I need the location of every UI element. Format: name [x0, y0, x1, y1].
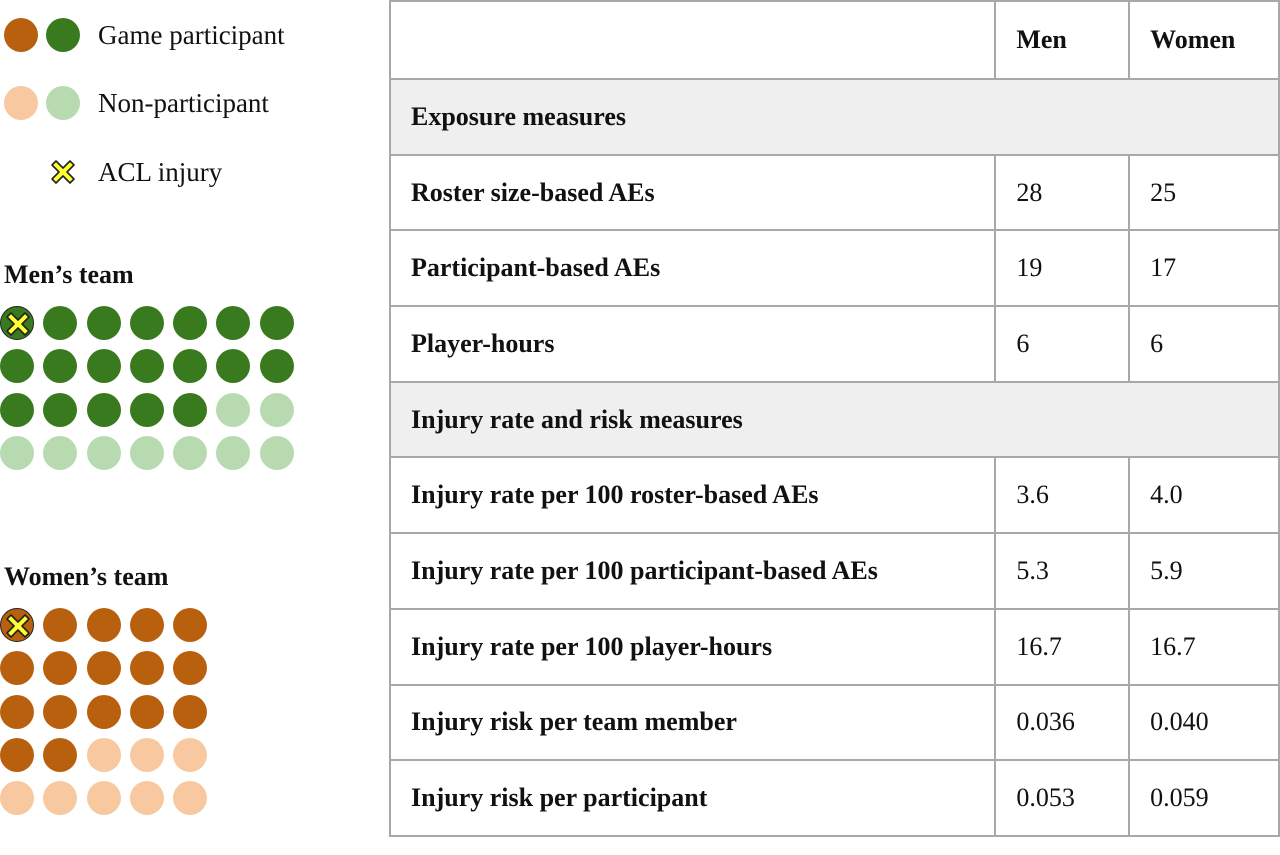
row-label: Participant-based AEs	[390, 230, 995, 306]
participant-dot	[87, 349, 121, 383]
participant-dot	[0, 695, 34, 729]
row-label: Roster size-based AEs	[390, 155, 995, 231]
participant-dot	[260, 349, 294, 383]
header-blank	[390, 1, 995, 79]
nonparticipant-dot	[216, 393, 250, 427]
women-value: 0.040	[1129, 685, 1279, 761]
participant-dot	[43, 306, 77, 340]
nonparticipant-dot	[130, 781, 164, 815]
row-label: Player-hours	[390, 306, 995, 382]
women-team-title: Women’s team	[4, 562, 169, 591]
legend-nonparticipant-label: Non-participant	[98, 87, 269, 118]
women-value: 4.0	[1129, 457, 1279, 533]
participant-dot	[0, 651, 34, 685]
men-value: 28	[995, 155, 1129, 231]
women-value: 5.9	[1129, 533, 1279, 609]
table-row	[390, 533, 1279, 609]
men-value: 0.036	[995, 685, 1129, 761]
table-body	[390, 79, 1279, 836]
nonparticipant-dot	[130, 436, 164, 470]
participant-dot	[216, 306, 250, 340]
participant-dot	[87, 306, 121, 340]
header-men: Men	[995, 1, 1129, 79]
participant-dot	[43, 349, 77, 383]
participant-dot	[43, 695, 77, 729]
table-row	[390, 609, 1279, 685]
participant-dot	[130, 651, 164, 685]
participant-dot	[260, 306, 294, 340]
participant-dot	[0, 306, 34, 340]
nonparticipant-dot	[260, 436, 294, 470]
legend-injury	[4, 152, 222, 192]
participant-dot	[130, 393, 164, 427]
participant-dot	[43, 608, 77, 642]
women-value: 0.059	[1129, 760, 1279, 836]
men-value: 3.6	[995, 457, 1129, 533]
women-value: 6	[1129, 306, 1279, 382]
header-women: Women	[1129, 1, 1279, 79]
men-value: 6	[995, 306, 1129, 382]
participant-dot	[216, 349, 250, 383]
acl-injury-x-icon	[50, 159, 76, 185]
legend-injury-label: ACL injury	[98, 156, 223, 187]
women-value: 17	[1129, 230, 1279, 306]
participant-dot	[43, 393, 77, 427]
nonparticipant-dot	[216, 436, 250, 470]
men-value: 19	[995, 230, 1129, 306]
participant-dot	[130, 306, 164, 340]
nonparticipant-dot	[0, 781, 34, 815]
acl-injury-x-icon	[5, 613, 31, 639]
men-value: 16.7	[995, 609, 1129, 685]
participant-dot	[173, 695, 207, 729]
nonparticipant-dot	[87, 738, 121, 772]
women-value: 16.7	[1129, 609, 1279, 685]
participant-dot	[43, 738, 77, 772]
men-participant-swatch	[46, 18, 80, 52]
row-label: Injury rate per 100 player-hours	[390, 609, 995, 685]
participant-dot	[0, 608, 34, 642]
row-label: Injury rate per 100 participant-based AEs	[390, 533, 995, 609]
acl-injury-x-icon	[5, 311, 31, 337]
nonparticipant-dot	[43, 436, 77, 470]
nonparticipant-dot	[130, 738, 164, 772]
participant-dot	[173, 349, 207, 383]
table-row	[390, 685, 1279, 761]
table-row	[390, 457, 1279, 533]
section-title: Injury rate and risk measures	[390, 382, 1279, 458]
women-team-grid	[0, 608, 207, 815]
participant-dot	[173, 306, 207, 340]
row-label: Injury risk per team member	[390, 685, 995, 761]
participant-dot	[130, 695, 164, 729]
participant-dot	[87, 695, 121, 729]
table-row	[390, 760, 1279, 836]
women-participant-swatch	[4, 18, 38, 52]
table-row	[390, 155, 1279, 231]
men-team-title: Men’s team	[4, 260, 134, 289]
men-value: 5.3	[995, 533, 1129, 609]
nonparticipant-dot	[173, 738, 207, 772]
women-nonparticipant-swatch	[4, 86, 38, 120]
women-value: 25	[1129, 155, 1279, 231]
men-team-grid	[0, 306, 294, 470]
nonparticipant-dot	[43, 781, 77, 815]
table-row	[390, 230, 1279, 306]
legend-participant-label: Game participant	[98, 19, 285, 50]
nonparticipant-dot	[260, 393, 294, 427]
participant-dot	[0, 738, 34, 772]
nonparticipant-dot	[0, 436, 34, 470]
nonparticipant-dot	[87, 436, 121, 470]
men-value: 0.053	[995, 760, 1129, 836]
nonparticipant-dot	[173, 436, 207, 470]
participant-dot	[130, 349, 164, 383]
legend-nonparticipant	[4, 83, 269, 123]
nonparticipant-dot	[87, 781, 121, 815]
men-nonparticipant-swatch	[46, 86, 80, 120]
participant-dot	[87, 393, 121, 427]
legend-participant	[4, 15, 285, 55]
measures-table	[389, 0, 1280, 837]
nonparticipant-dot	[173, 781, 207, 815]
participant-dot	[173, 393, 207, 427]
table-row	[390, 306, 1279, 382]
participant-dot	[173, 608, 207, 642]
participant-dot	[0, 393, 34, 427]
section-row	[390, 79, 1279, 155]
participant-dot	[43, 651, 77, 685]
participant-dot	[173, 651, 207, 685]
participant-dot	[130, 608, 164, 642]
table-header-row	[390, 1, 1279, 79]
participant-dot	[87, 608, 121, 642]
row-label: Injury risk per participant	[390, 760, 995, 836]
participant-dot	[0, 349, 34, 383]
participant-dot	[87, 651, 121, 685]
row-label: Injury rate per 100 roster-based AEs	[390, 457, 995, 533]
section-title: Exposure measures	[390, 79, 1279, 155]
section-row	[390, 382, 1279, 458]
